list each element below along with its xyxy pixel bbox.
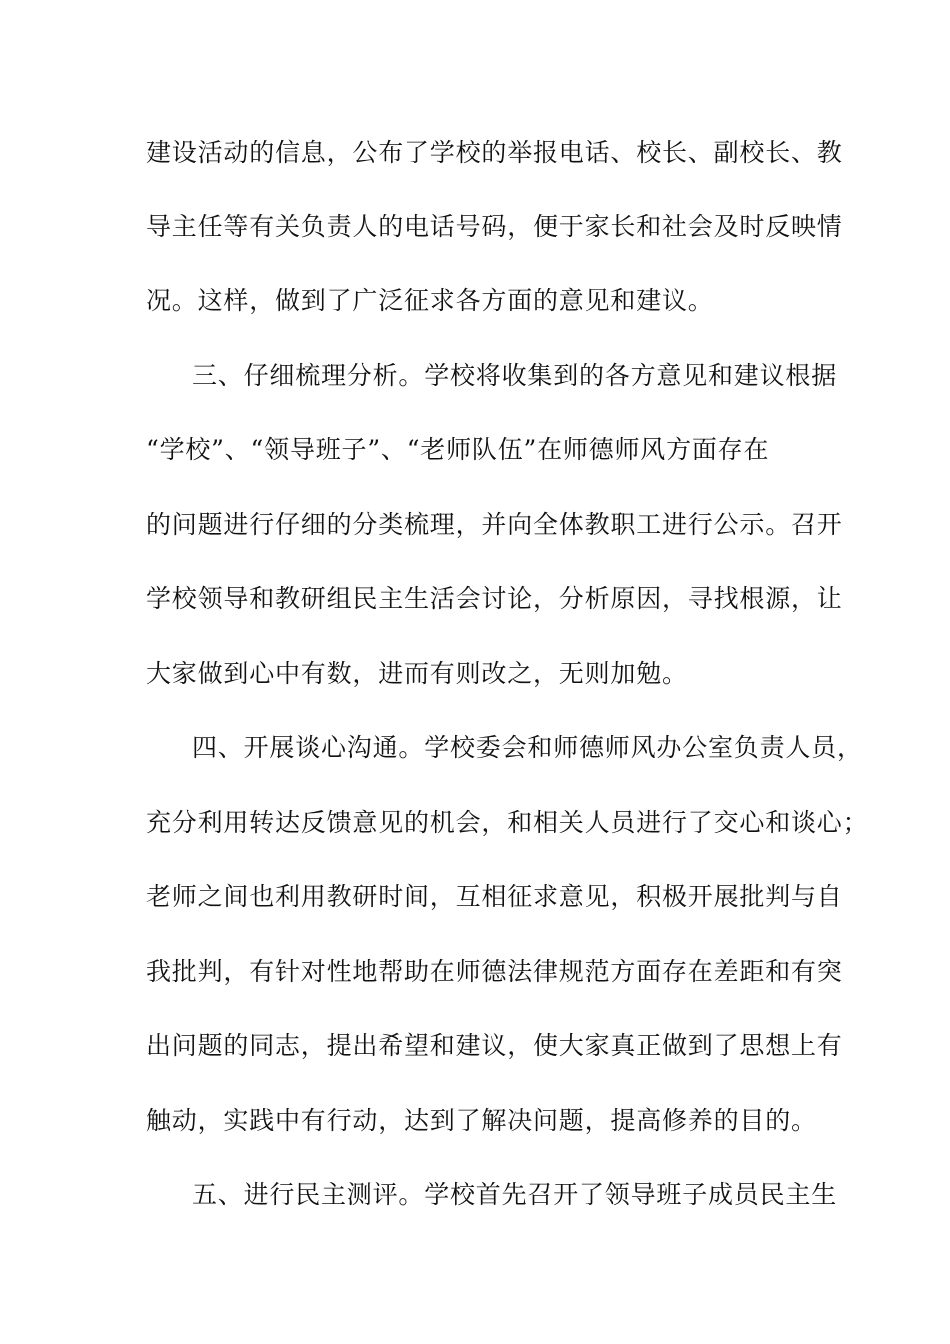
text-line: 建设活动的信息，公布了学校的举报电话、校长、副校长、教 xyxy=(146,138,843,167)
text-line: 的问题进行仔细的分类梳理，并向全体教职工进行公示。召开 xyxy=(146,510,843,539)
text-line: 出问题的同志，提出希望和建议，使大家真正做到了思想上有 xyxy=(146,1031,843,1060)
text-line: 大家做到心中有数，进而有则改之，无则加勉。 xyxy=(146,659,688,688)
text-line: 学校领导和教研组民主生活会讨论，分析原因，寻找根源，让 xyxy=(146,584,843,613)
text-line: “学校”、“领导班子”、“老师队伍”在师德师风方面存在 xyxy=(146,435,770,464)
paragraph-start-line: 四、开展谈心沟通。学校委会和师德师风办公室负责人员， xyxy=(192,733,863,762)
text-line: 我批判，有针对性地帮助在师德法律规范方面存在差距和有突 xyxy=(146,957,843,986)
paragraph-start-line: 五、进行民主测评。学校首先召开了领导班子成员民主生 xyxy=(192,1180,838,1209)
text-line: 充分利用转达反馈意见的机会，和相关人员进行了交心和谈心； xyxy=(146,808,869,837)
paragraph-start-line: 三、仔细梳理分析。学校将收集到的各方意见和建议根据 xyxy=(192,361,838,390)
text-line: 导主任等有关负责人的电话号码，便于家长和社会及时反映情 xyxy=(146,212,843,241)
text-line: 况。这样，做到了广泛征求各方面的意见和建议。 xyxy=(146,286,714,315)
text-line: 触动，实践中有行动，达到了解决问题，提高修养的目的。 xyxy=(146,1106,817,1135)
text-line: 老师之间也利用教研时间，互相征求意见，积极开展批判与自 xyxy=(146,882,843,911)
